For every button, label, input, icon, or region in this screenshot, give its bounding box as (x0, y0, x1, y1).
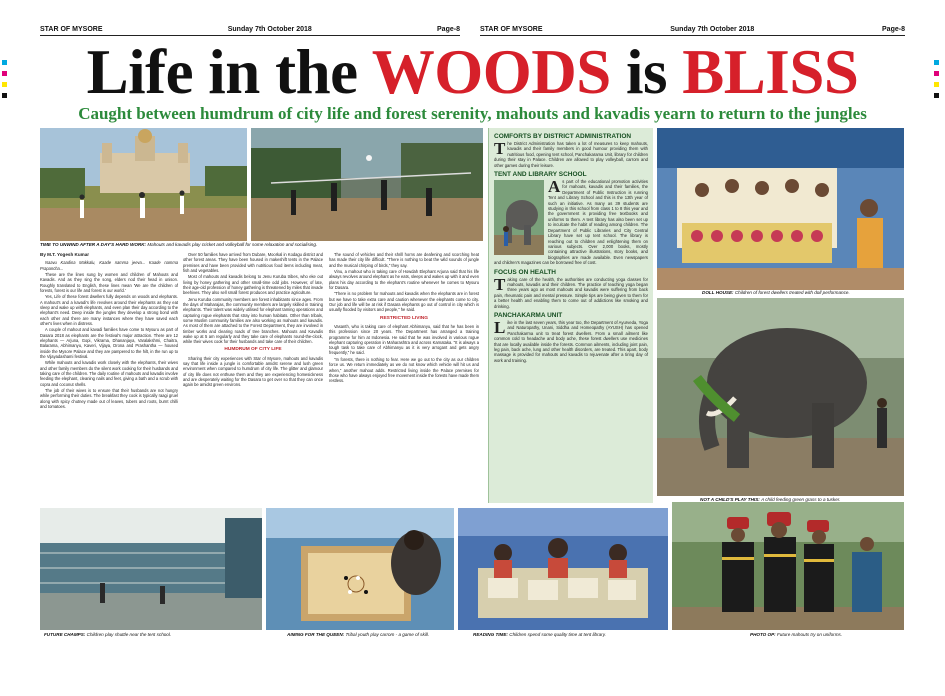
caption-uniform (750, 632, 842, 637)
shuttle-photo (40, 508, 262, 630)
caption-carrom (287, 632, 429, 637)
caption-uniform-text: Future mahouts try on uniforms. (776, 632, 843, 637)
volleyball-photo (251, 128, 483, 241)
caption-shuttle (44, 632, 171, 637)
sidebar-heading: TENT AND LIBRARY SCHOOL (494, 171, 587, 179)
header-paper-name: STAR OF MYSORE (480, 26, 543, 33)
col3-paragraph: Vasanth, who is taking care of elephant Abhimanyu, said that he has been in this profession since 20 years. The Department has arranged a training programme for him at Indonesia. He said that he was involved in various rogue elephant capturing operation in Maharashtra and across Karnataka. "It is always a tough task to take care of Abhimanyu as it is very arrogant and gets angry frequently," he said. (329, 323, 479, 356)
col3-paragraph: Vinu, a mahout who is taking care of Howdah Elephant Arjuna said that his life always revolves around elephant as he eats, sleeps and wakes up with it and even plans his day according to the elephant's routine whenever he comes to Mysuru for Dasara. (329, 269, 479, 290)
header-date: Sunday 7th October 2018 (670, 26, 755, 33)
article-column-3 (329, 252, 479, 502)
col2-paragraph: Sharing their city experiences with Star of Mysore, mahouts and kavadis say that life inside a jungle is comfortable amidst serene and lush green environment when compared to humdrum of city life. The glitter and glamour of city life does not enthuse them and they are experiencing homesickness and are desperately waiting for the Dasara to get over so that they can once again be amidst green environs. (183, 355, 323, 388)
sidebar-text: As part of the educational promotion activities for mahouts, kavadis and their families, the Department of Public Instruction is running Tent and Library School and this is the 13th year of such an initiative. As many as 39 students are studying in this school from class 1 to 8 this year and the government is providing free textbooks and uniforms to them. A tent library has also been set up to inculcate the habit of reading among children. The Department of Public Libraries and City Central Library have set up tent school. The library is reaching out to children and enlightening them on various subjects. Over 2,000 books, mostly containing attractive illustrations, story books, and biographies are made available. Even newspapers and children's magazines can be borrowed free of cost. (494, 177, 648, 266)
sidebar-text: Like in the last seven years, this year too, the Department of Ayurveda, Yoga and Naturopathy, Unani, Siddha and Homeopathy (AYUSH) has opened Panchakarma unit to treat forest dwellers. From a small ailment like common cold to headache and body ache, these forest dwellers use medicines that are locally available inside the forests. Common ailments, including joint pain, leg pain, back ache, lung and other health disorders, are treated. This apart, body massage is provided for mahouts and kavadis to rejuvenate after a tiring day of work and training. (494, 317, 648, 363)
headline (0, 37, 945, 107)
headline-bliss: BLISS (682, 37, 859, 107)
caption-carrom-label: AIMING FOR THE QUEEN: (287, 632, 346, 637)
sidebar-text: The District Administration has taken a lot of measures to keep mahouts, kavadis and their family members in good humour providing them with nutritious food, opening tent school, Panchakarama Unit, library for children during their stay in Palace. Children are allowed to play volleyball, carrom and other games during their leisure. (494, 139, 648, 168)
header-left (40, 24, 460, 36)
header-page: Page-8 (437, 26, 460, 33)
article-column-2 (183, 252, 323, 502)
caption-shuttle-text: Children play shuttle near the tent school. (86, 632, 172, 637)
col1-paragraph: While mahouts and kavadis work closely with the elephants, their wives and other family members do the silent work cooking for their husbands and taking care of the children. The daily routine of mahouts and kavadis involve feeding the elephant, cleaning nails and feet, giving a bath and a scrub with copra and coconut shells. (40, 360, 178, 387)
caption-shuttle-label: FUTURE CHAMPS: (44, 632, 87, 637)
caption-top-text: Mahouts and kavadis play cricket and volleyball for some relaxation and socialising. (147, 242, 318, 247)
caption-uniform-label: PHOTO OP: (750, 632, 777, 637)
col3-paragraph: The sound of vehicles and their shrill horns are deafening and scorching heat has made their city life difficult. "There is nothing to beat the wild sounds of jungle and the musical chirping of birds," they say. (329, 252, 479, 268)
col1-paragraph: The job of their wives is to ensure that their husbands are not hungry while performing their duties. The breakfast they cook is typically raagi gruel along with spicy chutney made out of leaves, tubers and roots, burnt chilli and tomatoes. (40, 388, 178, 409)
sidebar-heading: PANCHAKARMA UNIT (494, 311, 563, 319)
sidebar-heading: FOCUS ON HEALTH (494, 268, 556, 276)
header-paper-name: STAR OF MYSORE (40, 26, 103, 33)
headline-woods: WOODS (371, 37, 611, 107)
col3-paragraph: "In forests, there is nothing to fear. Here we go out to the city as our children force us. We return immediately as we do not know which vehicle will hit us and when," another mahout adds. Restricted living inside the Palace premises for those who have always enjoyed free movement inside the forests have made them restless. (329, 356, 479, 384)
caption-top-label: TIME TO UNWIND AFTER A DAY'S HARD WORK: (40, 242, 148, 247)
subheadline: Caught between humdrum of city life and forest serenity, mahouts and kavadis yearn to return to the jungles (78, 104, 867, 123)
header-right (480, 24, 905, 36)
caption-carrom-text: Tribal youth play carrom - a game of skill. (345, 632, 430, 637)
caption-doll-label: DOLL HOUSE: (702, 290, 735, 295)
library-photo (458, 508, 668, 630)
col2-paragraph: Most of mahouts and kavadis belong to Jenu Kuruba tribes, who eke out living by honey gathering and other small-time odd jobs. However, of late, their age-old profession of honey gathering is threatened by miles that invade beehives. They also sell small forest produces and practice agriculture. (183, 274, 323, 296)
headline-part1: Life in the (86, 37, 372, 107)
subhead-humdrum: HUMDRUM OF CITY LIFE (224, 347, 282, 353)
palace-cricket-photo (40, 128, 247, 241)
doll-show-photo (657, 128, 904, 290)
caption-grass-text: A child feeding green grass to a tusker. (761, 497, 841, 502)
col1-paragraph: A couple of mahout and kavadi families have come to Mysuru as part of Dasara 2018 as elephants are the festival's major attraction. There are 12 elephants — Arjuna, Gopi, Vikrama, Dhananjaya, Varalakshmi, Chaitra, Balarama, Abhimanyu, Kaveri, Vijaya, Drona and Prashantha — housed inside the Mysore Palace and they are pampered to the hilt, in the run up to the Vijayadashami festival. (40, 327, 178, 359)
header-page: Page-8 (882, 26, 905, 33)
caption-doll (702, 290, 850, 295)
carrom-photo (266, 508, 454, 630)
col1-paragraph: These are the lines sung by women and children of Mahouts and Kavadis. And as they sing the song, elders nod their head in unison. Roughly translated to English, these lines mean 'We are the children of forests, forest is our life and forest is our world.' (40, 272, 178, 293)
elephant-child-photo (494, 180, 544, 255)
col2-paragraph: Jenu Kuruba community members are forest inhabitants since ages. From the days of Maharajas, the community members are largely skilled in training elephants. Their talent was widely utilised for elephant taming operations and capturing rogue elephants that stray into human habitats. Other than tribals, some Muslim community families are also working as mahouts and kavadis. As most of them are attached to the Forest Department, they are involved in timber works and clearing roads of tree branches. Mahouts and Kavadis wake up at 5 am regularly and they take care of elephants round-the-clock, while their wives cook for their husbands and take care of their children. (183, 296, 323, 345)
caption-library-text: Children spend some quality time at tent library. (509, 632, 606, 637)
sidebar-box (488, 128, 653, 503)
caption-grass-label: NOT A CHILD'S PLAY THIS: (700, 497, 762, 502)
caption-top (40, 242, 317, 247)
article-column-1 (40, 252, 178, 502)
sidebar-heading: COMFORTS BY DISTRICT ADMINISTRATION (494, 133, 632, 140)
subhead-restricted: RESTRICTED LIVING (380, 315, 428, 321)
byline: By M.T. Yogesh Kumar (40, 252, 90, 257)
col1-paragraph: Naavu Kaadina Makkalu, Kaade namma jeeva... Kaade namma Prapancha... (40, 260, 178, 271)
tusker-grass-photo (657, 298, 904, 496)
uniform-photo (672, 502, 904, 630)
headline-part3: is (610, 37, 683, 107)
caption-library-label: READING TIME: (473, 632, 510, 637)
header-date: Sunday 7th October 2018 (227, 26, 312, 33)
caption-library (473, 632, 606, 637)
caption-doll-text: Children of forest dwellers treated with doll performance. (734, 290, 850, 295)
col3-paragraph: "There is no problem for mahouts and kavadis when the elephants are in forest but we have to take extra care and caution whenever the elephants come to city. Our job and life will be at risk if Dasara elephants go out of control in city which is usually flooded by visitors and people," he said. (329, 291, 479, 313)
sidebar-text: Taking care of the health, the authorities are conducting yoga classes for mahouts, kavadis and their children. The practice of teaching yoga began three years ago as most mahouts and kavadis were suffering from back pain, rheumatic pain and mental pressure. Simple tips are being given to them for a better health and enabling them to come out of addictions like smoking and drinking. (494, 274, 648, 309)
col1-paragraph: Yes, Life of these forest dwellers fully depends on woods and elephants. A mahout's and a kavadi's life revolves around their elephants as they eat sleep and wake up with elephants, and even plan their day according to the elephant's need. Deep inside the jungles they develop a strong bond with each other and there are many instances where they have saved each other's lives when in distress. (40, 294, 178, 326)
col2-paragraph: Over 50 families have arrived from Dubare, Moorkal in Kodagu district and other forest areas. They have been housed in makeshift tents in the Palace premises and have been provided with nutritious food items including meat, fish and vegetables. (183, 252, 323, 273)
